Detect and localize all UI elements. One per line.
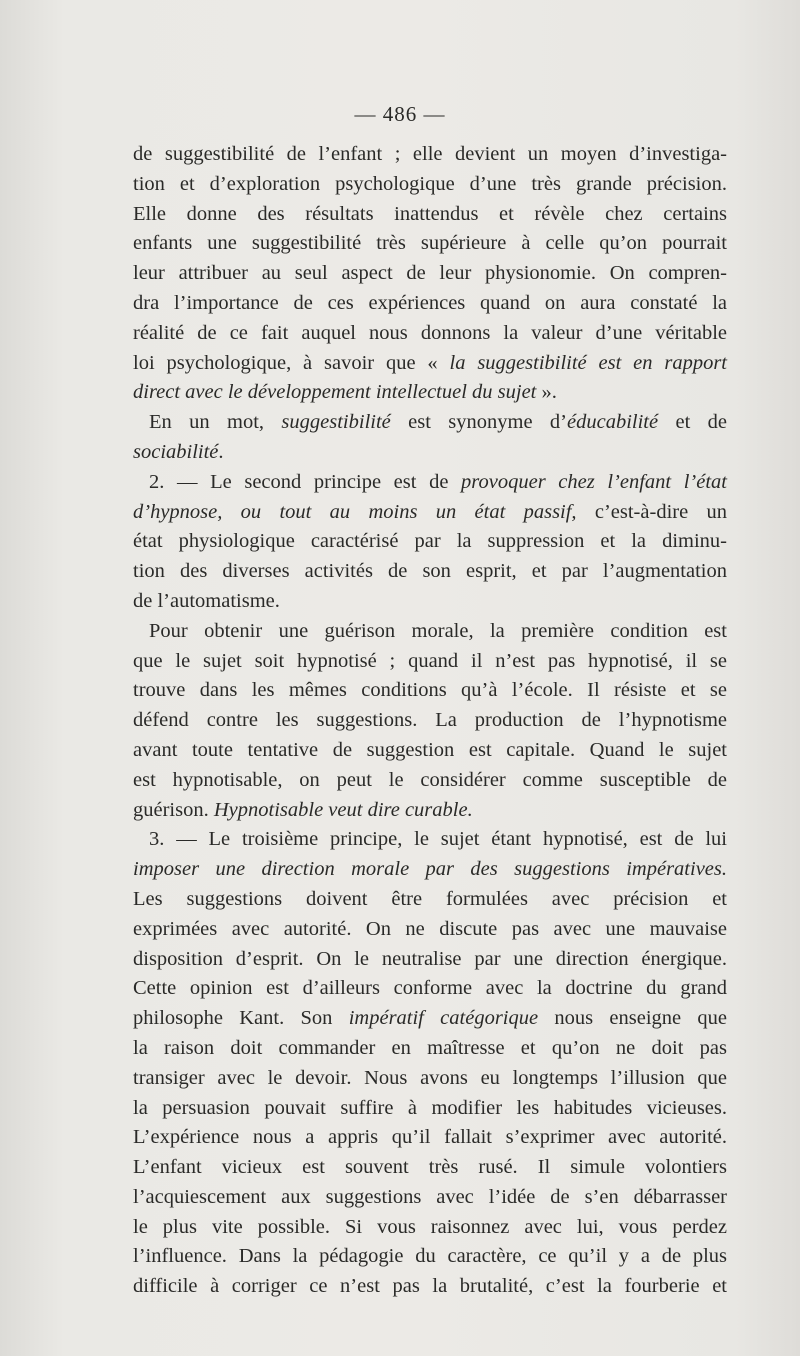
text-line xyxy=(133,527,727,557)
text-line xyxy=(133,200,727,230)
text-line xyxy=(133,885,727,915)
text-line xyxy=(133,170,727,200)
body-text xyxy=(133,140,727,1302)
text-run: L’expérience nous a appris qu’il fallait s’exprimer avec autorité. xyxy=(133,1126,727,1149)
text-line xyxy=(133,587,727,617)
text-run: le plus vite possible. Si vous raisonnez avec lui, vous perdez xyxy=(133,1215,727,1238)
italic-text: suggestibilité xyxy=(281,411,391,434)
text-run: est synonyme d’ xyxy=(390,411,567,434)
text-line xyxy=(133,140,727,170)
text-line xyxy=(133,1034,727,1064)
text-line xyxy=(133,617,727,647)
text-line xyxy=(133,915,727,945)
text-line xyxy=(133,706,727,736)
text-line xyxy=(133,796,727,826)
text-line xyxy=(133,289,727,319)
text-line xyxy=(133,974,727,1004)
text-line xyxy=(133,408,727,438)
page-number: — 486 — xyxy=(354,102,446,126)
text-run: loi psychologique, à savoir que « xyxy=(133,351,450,374)
text-run: philosophe Kant. Son xyxy=(133,1007,349,1030)
paragraph xyxy=(133,825,727,1302)
italic-text: provoquer chez l’enfant l’état xyxy=(461,470,727,493)
text-line xyxy=(133,945,727,975)
text-run: En un mot, xyxy=(149,411,282,434)
text-line xyxy=(133,319,727,349)
text-run: défend contre les suggestions. La production de l’hypnotisme xyxy=(133,709,727,732)
italic-text: imposer une direction morale par des suggestions impératives. xyxy=(133,858,727,881)
italic-text: sociabilité xyxy=(133,440,219,463)
text-run: de suggestibilité de l’enfant ; elle devient un moyen d’investiga- xyxy=(133,143,727,165)
text-run: et de xyxy=(658,411,727,434)
italic-text: éducabilité xyxy=(567,411,659,434)
text-run: que le sujet soit hypnotisé ; quand il n’est pas hypnotisé, il se xyxy=(133,649,727,672)
text-line xyxy=(133,1064,727,1094)
italic-text: la suggestibilité est en rapport xyxy=(449,351,728,374)
text-run: Cette opinion est d’ailleurs conforme avec la doctrine du grand xyxy=(133,977,727,1000)
italic-text: d’hypnose, ou tout au moins un état passif, xyxy=(133,500,577,523)
text-run: 3. — Le troisième principe, le sujet étant hypnotisé, est de lui xyxy=(149,828,727,851)
text-run: l’influence. Dans la pédagogie du caractère, ce qu’il y a de plus xyxy=(133,1245,727,1268)
text-line xyxy=(133,736,727,766)
text-run: Pour obtenir une guérison morale, la première condition est xyxy=(149,619,727,642)
text-line xyxy=(133,855,727,885)
paragraph xyxy=(133,140,727,408)
text-run: enfants une suggestibilité très supérieure à celle qu’on pourrait xyxy=(133,232,727,255)
text-line xyxy=(133,498,727,528)
text-line xyxy=(133,259,727,289)
text-line xyxy=(133,825,727,855)
text-run: avant toute tentative de suggestion est capitale. Quand le sujet xyxy=(133,738,727,761)
text-run: la raison doit commander en maîtresse et qu’on ne doit pas xyxy=(133,1036,727,1059)
text-line xyxy=(133,378,727,408)
text-run: exprimées avec autorité. On ne discute pas avec une mauvaise xyxy=(133,917,727,940)
text-run: transiger avec le devoir. Nous avons eu longtemps l’illusion que xyxy=(133,1066,727,1089)
text-line xyxy=(133,676,727,706)
text-run: disposition d’esprit. On le neutralise par une direction énergique. xyxy=(133,947,727,970)
text-line xyxy=(133,1004,727,1034)
text-line xyxy=(133,349,727,379)
text-run: ». xyxy=(536,381,557,404)
italic-text: impératif catégorique xyxy=(348,1007,539,1030)
text-line xyxy=(133,1213,727,1243)
text-run: tion des diverses activités de son esprit, et par l’augmentation xyxy=(133,560,727,583)
italic-text: direct avec le développement intellectuel du sujet xyxy=(133,381,537,404)
paragraph xyxy=(133,468,727,617)
text-line xyxy=(133,647,727,677)
text-run: 2. — Le second principe est de xyxy=(149,470,462,493)
text-line xyxy=(133,438,727,468)
text-run: l’acquiescement aux suggestions avec l’idée de s’en débarrasser xyxy=(133,1185,727,1208)
paragraph xyxy=(133,408,727,468)
paragraph xyxy=(133,617,727,826)
text-run: la persuasion pouvait suffire à modifier les habitudes vicieuses. xyxy=(133,1096,727,1119)
text-line xyxy=(133,229,727,259)
text-line xyxy=(133,468,727,498)
text-line xyxy=(133,1153,727,1183)
text-run: difficile à corriger ce n’est pas la brutalité, c’est la fourberie et xyxy=(133,1275,727,1298)
text-line xyxy=(133,1183,727,1213)
text-run: Les suggestions doivent être formulées avec précision et xyxy=(133,887,727,910)
text-run: Elle donne des résultats inattendus et révèle chez certains xyxy=(133,202,727,225)
text-line xyxy=(133,1094,727,1124)
text-line xyxy=(133,1123,727,1153)
text-line xyxy=(133,766,727,796)
text-line xyxy=(133,1242,727,1272)
text-run: . xyxy=(218,440,224,463)
text-run: est hypnotisable, on peut le considérer comme susceptible de xyxy=(133,768,727,791)
italic-text: Hypnotisable veut dire curable. xyxy=(213,798,473,821)
text-run: réalité de ce fait auquel nous donnons la valeur d’une véritable xyxy=(133,321,727,344)
text-run: de l’automatisme. xyxy=(133,589,280,612)
text-run: nous enseigne que xyxy=(538,1007,728,1030)
text-run: guérison. xyxy=(133,798,214,821)
text-run: dra l’importance de ces expériences quand on aura constaté la xyxy=(133,291,727,314)
text-run: leur attribuer au seul aspect de leur physionomie. On compren- xyxy=(133,262,727,285)
text-run: L’enfant vicieux est souvent très rusé. Il simule volontiers xyxy=(133,1156,727,1179)
text-run: c’est-à-dire un xyxy=(576,500,727,523)
text-run: tion et d’exploration psychologique d’une très grande précision. xyxy=(133,172,727,195)
text-line xyxy=(133,557,727,587)
text-line xyxy=(133,1272,727,1302)
text-run: état physiologique caractérisé par la suppression et la diminu- xyxy=(133,530,727,553)
text-run: trouve dans les mêmes conditions qu’à l’école. Il résiste et se xyxy=(133,679,727,702)
